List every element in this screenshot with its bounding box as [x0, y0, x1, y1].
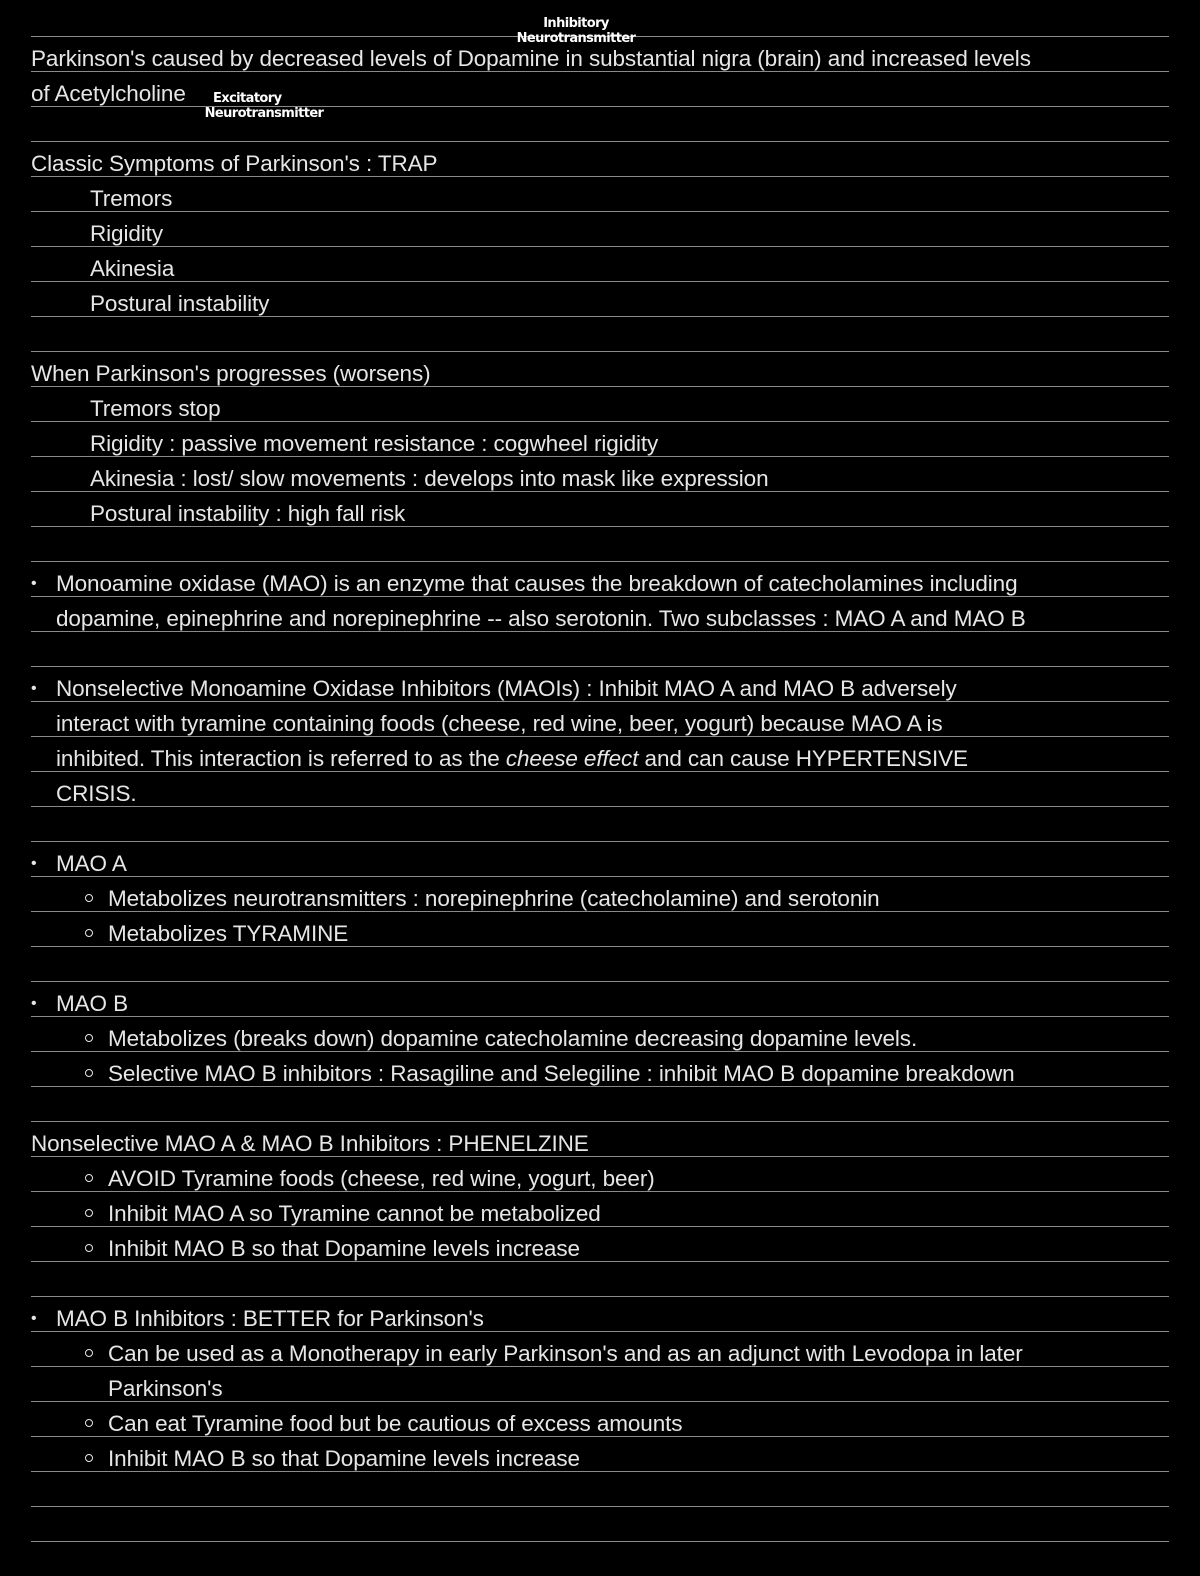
phenelzine-item: Inhibit MAO B so that Dopamine levels increase — [108, 1236, 580, 1261]
mao-b-item: Selective MAO B inhibitors : Rasagiline and Selegiline : inhibit MAO B dopamine breakdown — [108, 1061, 1015, 1086]
symptom-item: Tremors — [90, 186, 173, 211]
rule-line — [31, 666, 1169, 667]
rule-line — [31, 141, 1169, 142]
annotation-line: Inhibitory — [543, 16, 609, 31]
phenelzine-item: AVOID Tyramine foods (cheese, red wine, yogurt, beer) — [108, 1166, 655, 1191]
bullet-circle-icon — [84, 1441, 96, 1476]
bullet-dot-icon: • — [31, 995, 37, 1012]
section-heading-mao-a: MAO A — [56, 851, 127, 876]
mao-b-inhibitor-item: Parkinson's — [108, 1376, 223, 1401]
bullet-circle-icon — [84, 1161, 96, 1196]
bullet-dot-icon: • — [31, 855, 37, 872]
annotation-line: Neurotransmitter — [516, 31, 636, 46]
mao-a-item: Metabolizes TYRAMINE — [108, 921, 349, 946]
section-heading-progression: When Parkinson's progresses (worsens) — [31, 361, 431, 386]
progression-item: Akinesia : lost/ slow movements : develops into mask like expression — [90, 466, 769, 491]
mao-b-inhibitor-item: Can be used as a Monotherapy in early Parkinson's and as an adjunct with Levodopa in later — [108, 1341, 1023, 1366]
intro-line: of Acetylcholine — [31, 81, 186, 106]
intro-line: Parkinson's caused by decreased levels of Dopamine in substantial nigra (brain) and increased levels — [31, 46, 1031, 71]
rule-line — [31, 1121, 1169, 1122]
section-heading-symptoms: Classic Symptoms of Parkinson's : TRAP — [31, 151, 438, 176]
bullet-dot-icon: • — [31, 1310, 37, 1327]
rule-line — [31, 1296, 1169, 1297]
rule-line — [31, 351, 1169, 352]
progression-item: Rigidity : passive movement resistance : cogwheel rigidity — [90, 431, 659, 456]
section-heading-phenelzine: Nonselective MAO A & MAO B Inhibitors : PHENELZINE — [31, 1131, 589, 1156]
progression-item: Postural instability : high fall risk — [90, 501, 406, 526]
rule-line — [31, 1506, 1169, 1507]
bullet-circle-icon — [84, 1196, 96, 1231]
cheese-effect-term: cheese effect — [505, 746, 639, 771]
bullet-circle-icon — [84, 916, 96, 951]
annotation-line: Excitatory — [213, 91, 282, 106]
bullet-dot-icon: • — [31, 575, 37, 592]
nonselective-line: interact with tyramine containing foods (cheese, red wine, beer, yogurt) because MAO A is — [56, 711, 943, 736]
nonselective-line: CRISIS. — [56, 781, 137, 806]
rule-line — [31, 841, 1169, 842]
rule-line — [31, 561, 1169, 562]
nonselective-line — [56, 741, 1196, 776]
bullet-circle-icon — [84, 1406, 96, 1441]
mao-b-item: Metabolizes (breaks down) dopamine catecholamine decreasing dopamine levels. — [108, 1026, 918, 1051]
mao-a-item: Metabolizes neurotransmitters : norepinephrine (catecholamine) and serotonin — [108, 886, 880, 911]
bullet-circle-icon — [84, 1021, 96, 1056]
bullet-circle-icon — [84, 1056, 96, 1091]
symptom-item: Rigidity — [90, 221, 163, 246]
rule-line — [31, 981, 1169, 982]
bullet-circle-icon — [84, 1336, 96, 1371]
mao-b-inhibitor-item: Can eat Tyramine food but be cautious of excess amounts — [108, 1411, 683, 1436]
symptom-item: Akinesia — [90, 256, 175, 281]
bullet-dot-icon: • — [31, 680, 37, 697]
rule-line — [31, 1541, 1169, 1542]
phenelzine-item: Inhibit MAO A so Tyramine cannot be metabolized — [108, 1201, 601, 1226]
bullet-circle-icon — [84, 881, 96, 916]
section-heading-mao-b: MAO B — [56, 991, 129, 1016]
bullet-circle-icon — [84, 1231, 96, 1266]
mao-definition-line: dopamine, epinephrine and norepinephrine -- also serotonin. Two subclasses : MAO A and MAO B — [56, 606, 1026, 631]
annotation-line: Neurotransmitter — [204, 106, 324, 121]
mao-b-inhibitor-item: Inhibit MAO B so that Dopamine levels increase — [108, 1446, 580, 1471]
mao-definition-line: Monoamine oxidase (MAO) is an enzyme that causes the breakdown of catecholamines including — [56, 571, 1018, 596]
symptom-item: Postural instability — [90, 291, 270, 316]
nonselective-text: and can cause HYPERTENSIVE — [638, 746, 968, 771]
nonselective-line: Nonselective Monoamine Oxidase Inhibitors (MAOIs) : Inhibit MAO A and MAO B adversely — [56, 676, 957, 701]
progression-item: Tremors stop — [90, 396, 221, 421]
section-heading-mao-b-inhibitors: MAO B Inhibitors : BETTER for Parkinson's — [56, 1306, 484, 1331]
nonselective-text: inhibited. This interaction is referred to as the — [56, 746, 506, 771]
